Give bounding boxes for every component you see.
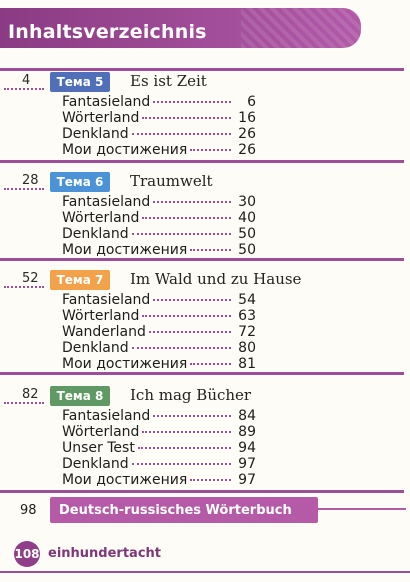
section-page-number: 28 — [22, 173, 39, 188]
toc-entry[interactable] — [62, 94, 256, 110]
entry-label: Wörterland — [62, 424, 140, 440]
entry-page: 50 — [238, 242, 256, 258]
entry-page: 6 — [247, 94, 256, 110]
entry-label: Мои достижения — [62, 472, 188, 488]
dotted-leader — [4, 88, 44, 92]
entry-label: Мои достижения — [62, 242, 188, 258]
entry-label: Denkland — [62, 456, 129, 472]
header-band — [0, 8, 361, 48]
dictionary-page-number: 98 — [20, 503, 37, 518]
theme-title: Im Wald und zu Hause — [130, 270, 302, 288]
theme-badge: Тема 7 — [50, 270, 110, 290]
theme-badge: Тема 5 — [50, 72, 110, 92]
bottom-rule — [0, 571, 410, 573]
entry-page: 97 — [238, 472, 256, 488]
dot-leader — [142, 217, 231, 219]
toc-entry[interactable] — [62, 308, 256, 324]
page-number-badge — [14, 541, 40, 567]
entry-label: Wörterland — [62, 308, 140, 324]
theme-title: Es ist Zeit — [130, 72, 207, 90]
theme-badge: Тема 6 — [50, 172, 110, 192]
section-page-number: 52 — [22, 271, 39, 286]
dot-leader — [153, 201, 231, 203]
dot-leader — [190, 249, 231, 251]
toc-entry[interactable] — [62, 408, 256, 424]
entry-label: Fantasieland — [62, 94, 151, 110]
entry-page: 84 — [238, 408, 256, 424]
toc-entry[interactable] — [62, 356, 256, 372]
entry-page: 40 — [238, 210, 256, 226]
toc-entry[interactable] — [62, 210, 256, 226]
dot-leader — [138, 447, 231, 449]
toc-entry[interactable] — [62, 142, 256, 158]
dot-leader — [132, 233, 231, 235]
dot-leader — [190, 479, 231, 481]
entry-label: Fantasieland — [62, 292, 151, 308]
dot-leader — [132, 463, 231, 465]
theme-badge: Тема 8 — [50, 386, 110, 406]
entry-label: Fantasieland — [62, 408, 151, 424]
entry-label: Unser Test — [62, 440, 135, 456]
theme-title: Traumwelt — [130, 172, 213, 190]
entry-label: Fantasieland — [62, 194, 151, 210]
theme-title: Ich mag Bücher — [130, 386, 252, 404]
entry-page: 26 — [238, 142, 256, 158]
toc-entry[interactable] — [62, 126, 256, 142]
entry-label: Denkland — [62, 126, 129, 142]
entry-page: 16 — [238, 110, 256, 126]
toc-entry[interactable] — [62, 292, 256, 308]
page-title: Inhaltsverzeichnis — [8, 21, 207, 43]
toc-entry[interactable] — [62, 242, 256, 258]
section-divider — [0, 258, 404, 261]
toc-entry[interactable] — [62, 456, 256, 472]
entry-page: 54 — [238, 292, 256, 308]
section-divider — [0, 372, 404, 375]
dotted-leader — [4, 188, 44, 192]
entry-page: 30 — [238, 194, 256, 210]
section-divider — [0, 160, 404, 163]
toc-entry[interactable] — [62, 440, 256, 456]
section-divider — [0, 490, 404, 493]
entry-page: 72 — [238, 324, 256, 340]
toc-entry[interactable] — [62, 424, 256, 440]
entry-page: 89 — [238, 424, 256, 440]
entry-page: 97 — [238, 456, 256, 472]
page-number-words: einhundertacht — [48, 546, 161, 561]
dot-leader — [153, 415, 231, 417]
entry-page: 80 — [238, 340, 256, 356]
dotted-leader — [4, 402, 44, 406]
contents-sheet — [0, 58, 406, 524]
dot-leader — [190, 149, 231, 151]
entry-page: 50 — [238, 226, 256, 242]
page-number: 108 — [14, 547, 40, 561]
dot-leader — [153, 101, 231, 103]
entry-label: Wörterland — [62, 110, 140, 126]
dot-leader — [132, 347, 231, 349]
dot-leader — [190, 363, 231, 365]
entry-label: Denkland — [62, 226, 129, 242]
toc-entry[interactable] — [62, 340, 256, 356]
dot-leader — [149, 331, 231, 333]
entry-label: Wanderland — [62, 324, 146, 340]
entry-label: Wörterland — [62, 210, 140, 226]
toc-entry[interactable] — [62, 110, 256, 126]
toc-entry[interactable] — [62, 194, 256, 210]
dictionary-label: Deutsch-russisches Wörterbuch — [59, 502, 292, 518]
dictionary-rule — [318, 508, 406, 510]
toc-entry[interactable] — [62, 226, 256, 242]
section-divider — [0, 68, 404, 71]
dot-leader — [132, 133, 231, 135]
toc-entry[interactable] — [62, 324, 256, 340]
toc-entry[interactable] — [62, 472, 256, 488]
entry-label: Мои достижения — [62, 356, 188, 372]
dot-leader — [153, 299, 231, 301]
section-page-number: 82 — [22, 387, 39, 402]
entry-page: 26 — [238, 126, 256, 142]
entry-label: Мои достижения — [62, 142, 188, 158]
entry-page: 81 — [238, 356, 256, 372]
dictionary-link[interactable] — [50, 497, 318, 523]
dot-leader — [142, 431, 231, 433]
dotted-leader — [4, 286, 44, 290]
entry-page: 94 — [238, 440, 256, 456]
entry-page: 63 — [238, 308, 256, 324]
dot-leader — [142, 117, 231, 119]
dot-leader — [142, 315, 231, 317]
section-page-number: 4 — [22, 73, 31, 88]
entry-label: Denkland — [62, 340, 129, 356]
